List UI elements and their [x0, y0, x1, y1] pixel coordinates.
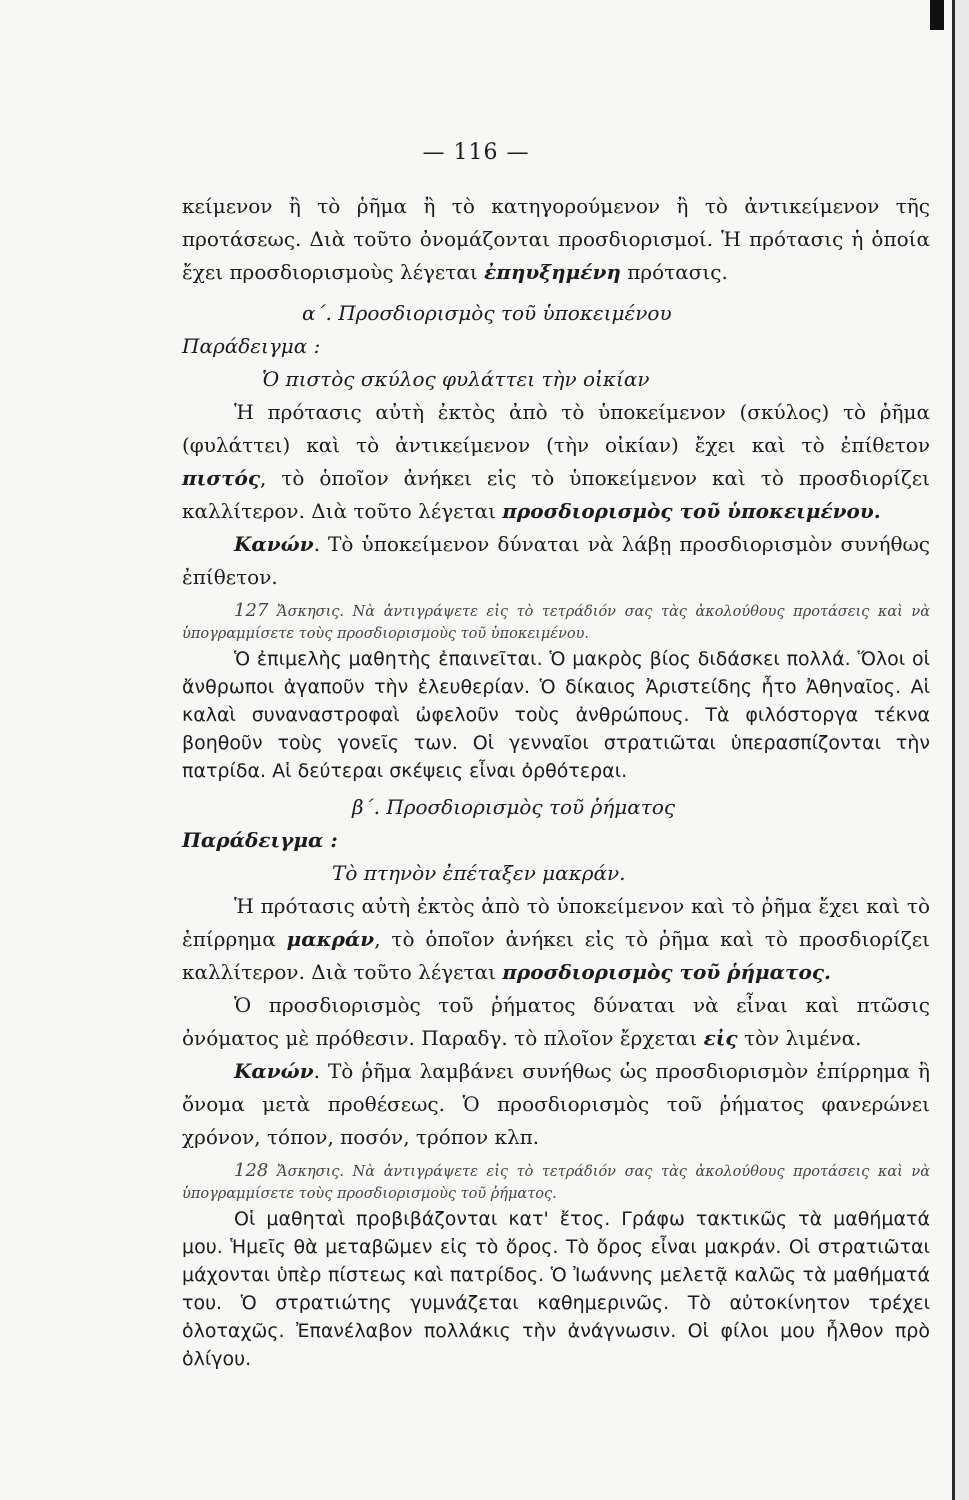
exercise-128-sentences: Οἱ μαθηταὶ προβιβάζονται κατ' ἔτος. Γράφω τακτικῶς τὰ μαθήματά μου. Ἡμεῖς θὰ μεταβῶμεν εἰς τὸ ὄρος. Τὸ ὄρος εἶναι μακράν. Οἱ στρατιῶται μάχονται ὑπὲρ πίστεως καὶ πατρίδος. Ὁ Ἰωάννης μελετᾷ καλῶς τὰ μαθήματά του. Ὁ στρατιώτης γυμνάζεται καθημερινῶς. Τὸ αὐτοκίνητον τρέχει ὁλοταχῶς. Ἐπανέλαβον πολλάκις τὴν ἀνάγνωσιν. Οἱ φίλοι μου ἦλθον πρὸ ὀλίγου.	[182, 1208, 930, 1370]
section-b-rule: Κανών. Τὸ ῥῆμα λαμβάνει συνήθως ὡς προσδιορισμὸν ἐπίρρημα ἢ ὄνομα μετὰ προθέσεως. Ὁ προσδιορισμὸς τοῦ ῥήματος φανερώνει χρόνον, τόπον, ποσόν, τρόπον κλπ.	[182, 1059, 930, 1149]
section-b-paragraph-2: Ὁ προσδιορισμὸς τοῦ ῥήματος δύναται νὰ εἶναι καὶ πτῶσις ὀνόματος μὲ πρόθεσιν. Παραδγ. τὸ πλοῖον ἔρχεται εἰς τὸν λιμένα.	[182, 993, 930, 1050]
rule-label: Κανών	[234, 1059, 314, 1083]
term-adverb: μακράν	[286, 927, 375, 951]
term-verb-modifier: προσδιορισμὸς τοῦ ῥήματος.	[502, 960, 831, 984]
page-body	[182, 190, 930, 1373]
exercise-number: 127	[234, 600, 269, 621]
term-augmented-sentence: ἐπηυξημένη	[484, 260, 621, 284]
exercise-number: 128	[234, 1160, 269, 1181]
exercise-127-instructions: 127 Ἄσκησις. Νὰ ἀντιγράψετε εἰς τὸ τετράδιόν σας τὰς ἀκολούθους προτάσεις καὶ νὰ ὑπογραμμίσετε τοὺς προσδιορισμοὺς τοῦ ὑποκειμένου.	[182, 600, 930, 642]
section-b-example-label: Παράδειγμα :	[182, 828, 338, 852]
section-a-explanation: Ἡ πρότασις αὐτὴ ἐκτὸς ἀπὸ τὸ ὑποκείμενον (σκύλος) τὸ ῥῆμα (φυλάττει) καὶ τὸ ἀντικείμενον (τὴν οἰκίαν) ἔχει καὶ τὸ ἐπίθετον πιστός, τὸ ὁποῖον ἀνήκει εἰς τὸ ὑποκείμενον καὶ τὸ προσδιορίζει καλλίτερον. Διὰ τοῦτο λέγεται προσδιορισμὸς τοῦ ὑποκειμένου.	[182, 400, 930, 523]
exercise-128-instructions: 128 Ἄσκησις. Νὰ ἀντιγράψετε εἰς τὸ τετράδιόν σας τὰς ἀκολούθους προτάσεις καὶ νὰ ὑπογραμμίσετε τοὺς προσδιορισμοὺς τοῦ ῥήματος.	[182, 1160, 930, 1202]
page-number: — 116 —	[422, 140, 530, 165]
section-b-example: Τὸ πτηνὸν ἐπέταξεν μακράν.	[332, 861, 626, 885]
rule-label: Κανών	[234, 532, 314, 556]
intro-paragraph: κείμενον ἢ τὸ ῥῆμα ἢ τὸ κατηγορούμενον ἢ τὸ ἀντικείμενον τῆς προτάσεως. Διὰ τοῦτο ὀνομάζονται προσδιορισμοί. Ἡ πρότασις ἡ ὁποία ἔχει προσδιορισμοὺς λέγεται ἐπηυξημένη πρότασις.	[182, 194, 930, 284]
section-a-rule: Κανών. Τὸ ὑποκείμενον δύναται νὰ λάβῃ προσδιορισμὸν συνήθως ἐπίθετον.	[182, 532, 930, 589]
section-a-example-label: Παράδειγμα :	[182, 334, 321, 358]
term-preposition: εἰς	[703, 1026, 738, 1050]
section-b-heading: β΄. Προσδιορισμὸς τοῦ ῥήματος	[352, 795, 676, 819]
scan-edge-mark	[930, 0, 944, 30]
section-a-example: Ὁ πιστὸς σκύλος φυλάττει τὴν οἰκίαν	[262, 367, 650, 391]
section-b-explanation: Ἡ πρότασις αὐτὴ ἐκτὸς ἀπὸ τὸ ὑποκείμενον καὶ τὸ ῥῆμα ἔχει καὶ τὸ ἐπίρρημα μακράν, τὸ ὁποῖον ἀνήκει εἰς τὸ ῥῆμα καὶ τὸ προσδιορίζει καλλίτερον. Διὰ τοῦτο λέγεται προσδιορισμὸς τοῦ ῥήματος.	[182, 894, 930, 984]
section-a-heading: α΄. Προσδιορισμὸς τοῦ ὑποκειμένου	[302, 301, 672, 325]
term-subject-modifier: προσδιορισμὸς τοῦ ὑποκειμένου.	[502, 499, 881, 523]
exercise-127-sentences: Ὁ ἐπιμελὴς μαθητὴς ἐπαινεῖται. Ὁ μακρὸς βίος διδάσκει πολλά. Ὅλοι οἱ ἄνθρωποι ἀγαποῦν τὴν ἐλευθερίαν. Ὁ δίκαιος Ἀριστείδης ἦτο Ἀθηναῖος. Αἱ καλαὶ συναναστροφαὶ ὠφελοῦν τοὺς ἀνθρώπους. Τὰ φιλόστοργα τέκνα βοηθοῦν τοὺς γονεῖς των. Οἱ γενναῖοι στρατιῶται ὑπερασπίζονται τὴν πατρίδα. Αἱ δεύτεραι σκέψεις εἶναι ὀρθότεραι.	[182, 648, 930, 782]
term-adjective: πιστός	[182, 466, 261, 490]
